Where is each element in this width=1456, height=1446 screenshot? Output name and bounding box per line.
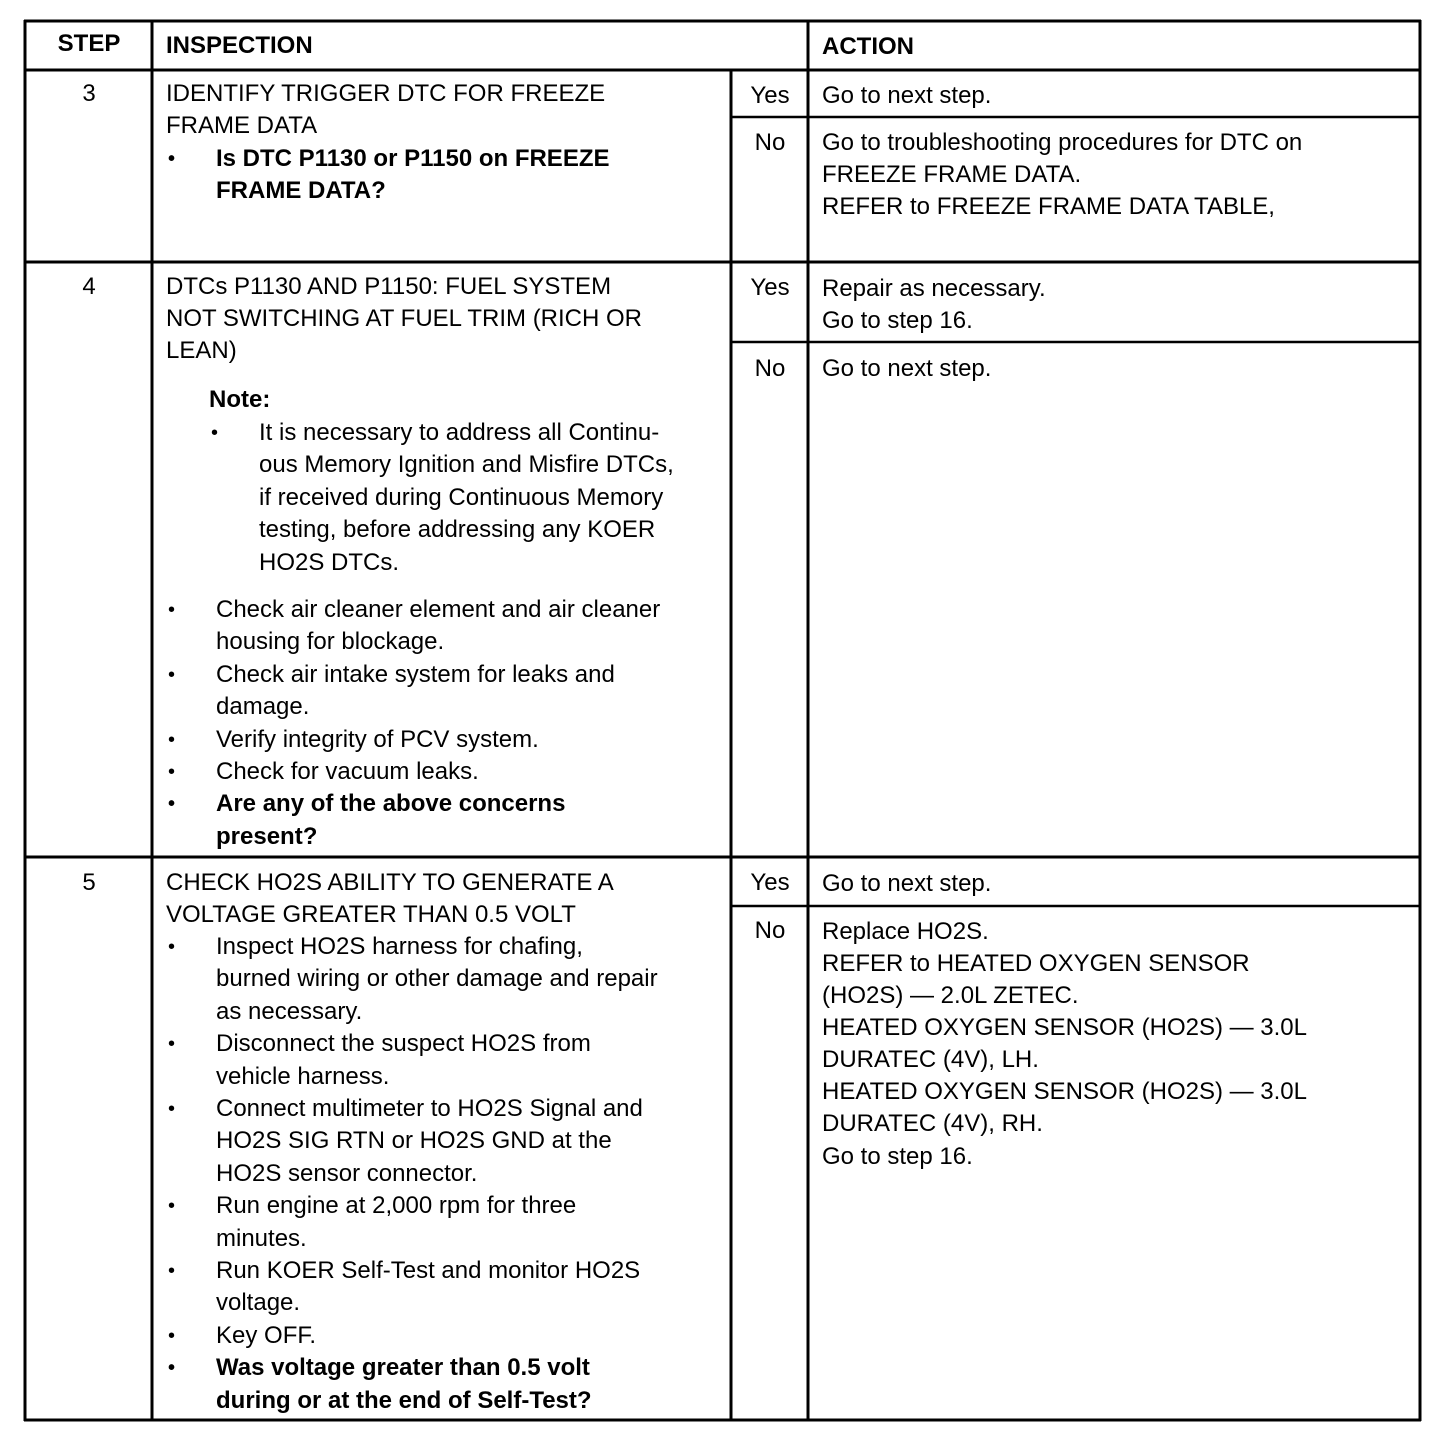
inspection-bullet: • Disconnect the suspect HO2S from vehicle harness. [166, 1028, 726, 1093]
inspection-heading-line: LEAN) [166, 337, 237, 364]
no-action-line: REFER to FREEZE FRAME DATA TABLE, [822, 193, 1275, 220]
no-label: No [754, 355, 786, 382]
inspection-bullet: • Run KOER Self-Test and monitor HO2S voltage. [166, 1255, 726, 1320]
header-step: STEP [57, 30, 121, 57]
yes-action-line: Go to next step. [822, 82, 992, 109]
inspection-bullet: • Key OFF. [166, 1320, 726, 1352]
inspection-bullet-list [166, 931, 726, 1417]
yes-label: Yes [750, 869, 790, 896]
no-action-line: HEATED OXYGEN SENSOR (HO2S) — 3.0L [822, 1014, 1308, 1041]
no-action-line: Go to troubleshooting procedures for DTC on [822, 129, 1303, 156]
inspection-heading-line: DTCs P1130 AND P1150: FUEL SYSTEM [166, 273, 612, 300]
no-action-line: FREEZE FRAME DATA. [822, 161, 1082, 188]
note-bullet: • It is necessary to address all Continu- ous Memory Ignition and Misfire DTCs, if received during Continuous Memory testing, before addressing any KOER HO2S DTCs. [209, 417, 724, 579]
inspection-bullet-list [166, 594, 726, 853]
step-number: 4 [82, 273, 96, 300]
step-number: 5 [82, 869, 96, 896]
inspection-bullet: • Connect multimeter to HO2S Signal and HO2S SIG RTN or HO2S GND at the HO2S sensor connector. [166, 1093, 726, 1190]
no-label: No [754, 129, 786, 156]
no-action-line: (HO2S) — 2.0L ZETEC. [822, 982, 1079, 1009]
inspection-bullet: • Check air cleaner element and air cleaner housing for blockage. [166, 594, 726, 659]
no-action-line: Go to next step. [822, 355, 992, 382]
inspection-bullet: • Check for vacuum leaks. [166, 756, 726, 788]
inspection-bullet: • Check air intake system for leaks and damage. [166, 659, 726, 724]
no-action-line: DURATEC (4V), LH. [822, 1046, 1039, 1073]
inspection-bullet: • Is DTC P1130 or P1150 on FREEZE FRAME DATA? [166, 143, 726, 208]
no-label: No [754, 917, 786, 944]
inspection-heading-line: FRAME DATA [166, 112, 318, 139]
inspection-bullet-list [166, 143, 726, 208]
no-action-line: DURATEC (4V), RH. [822, 1110, 1043, 1137]
note-label: Note: [209, 386, 271, 413]
inspection-heading-line: VOLTAGE GREATER THAN 0.5 VOLT [166, 901, 576, 928]
no-action-line: REFER to HEATED OXYGEN SENSOR [822, 950, 1250, 977]
inspection-bullet: • Verify integrity of PCV system. [166, 724, 726, 756]
no-action-line: HEATED OXYGEN SENSOR (HO2S) — 3.0L [822, 1078, 1308, 1105]
inspection-bullet: • Inspect HO2S harness for chafing, burned wiring or other damage and repair as necessary. [166, 931, 726, 1028]
header-inspection: INSPECTION [166, 32, 313, 59]
inspection-bullet: • Run engine at 2,000 rpm for three minutes. [166, 1190, 726, 1255]
inspection-heading-line: CHECK HO2S ABILITY TO GENERATE A [166, 869, 614, 896]
yes-action-line: Go to step 16. [822, 307, 973, 334]
yes-label: Yes [750, 82, 790, 109]
header-action: ACTION [822, 33, 914, 60]
yes-action-line: Repair as necessary. [822, 275, 1046, 302]
inspection-heading-line: NOT SWITCHING AT FUEL TRIM (RICH OR [166, 305, 643, 332]
no-action-line: Replace HO2S. [822, 918, 989, 945]
yes-action-line: Go to next step. [822, 870, 992, 897]
step-number: 3 [82, 80, 96, 107]
inspection-heading-line: IDENTIFY TRIGGER DTC FOR FREEZE [166, 80, 606, 107]
yes-label: Yes [750, 274, 790, 301]
inspection-bullet: • Was voltage greater than 0.5 volt during or at the end of Self-Test? [166, 1352, 726, 1417]
note-list [209, 417, 724, 579]
no-action-line: Go to step 16. [822, 1143, 973, 1170]
inspection-bullet: • Are any of the above concerns present? [166, 788, 726, 853]
